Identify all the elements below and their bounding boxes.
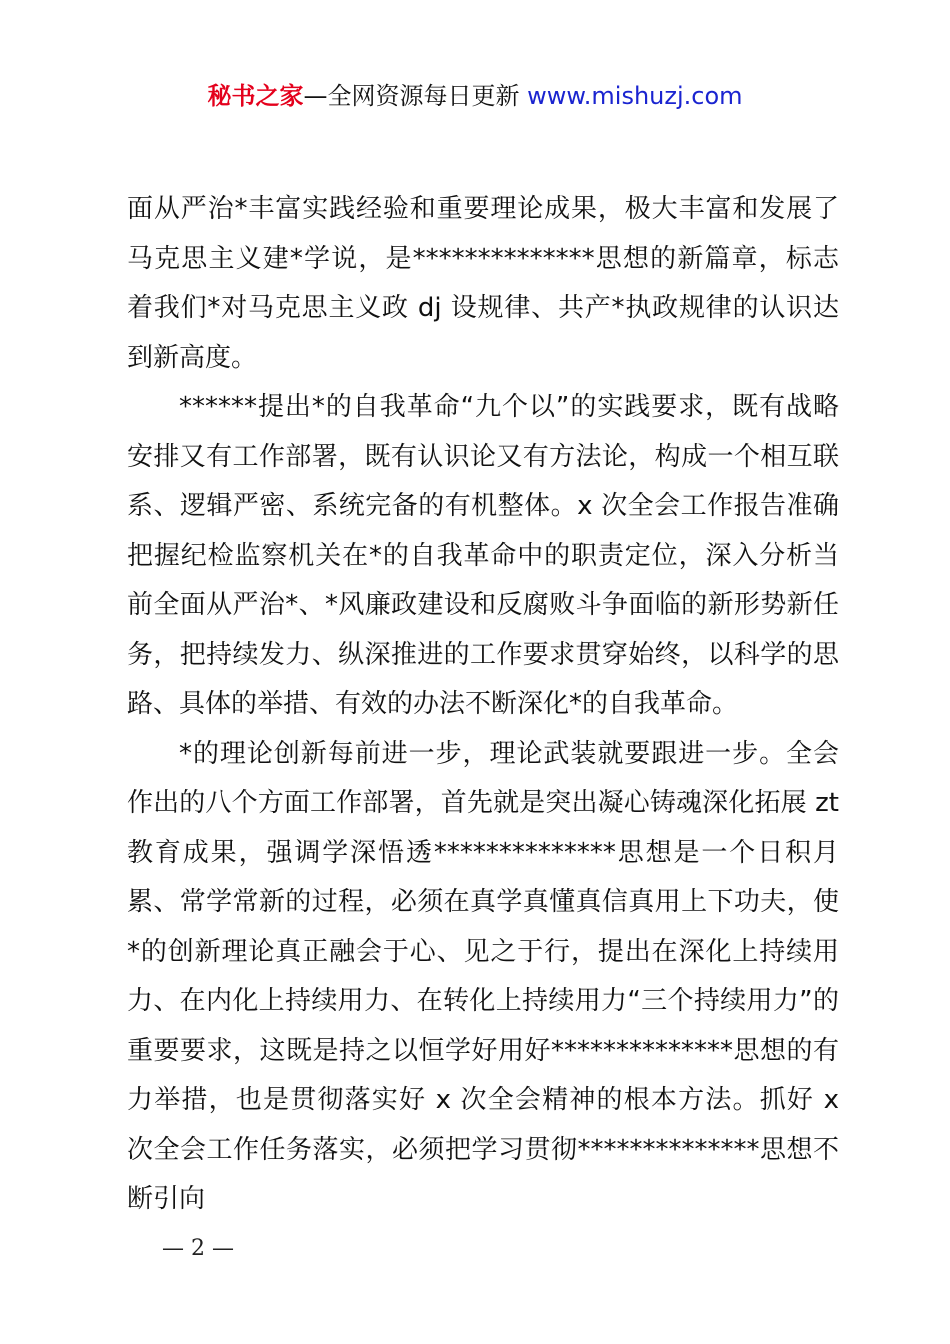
paragraph-continued: 面从严治*丰富实践经验和重要理论成果，极大丰富和发展了马克思主义建*学说，是**************思想的新篇章，标志着我们*对马克思主义政 dj 设规律、共产*执政规律的认识达到新高度。 [127,194,839,373]
paragraph: *的理论创新每前进一步，理论武装就要跟进一步。全会作出的八个方面工作部署，首先就是突出凝心铸魂深化拓展 zt 教育成果，强调学深悟透**************思想是一个日积月累、常学常新的过程，必须在真学真懂真信真用上下功夫，使*的创新理论真正融会于心、见之于行，提出在深化上持续用力、在内化上持续用力、在转化上持续用力“三个持续用力”的重要要求，这既是持之以恒学好用好**************思想的有力举措，也是贯彻落实好 x 次全会精神的根本方法。抓好 x 次全会工作任务落实，必须把学习贯彻**************思想不断引向 [127,738,839,1214]
document-body [127,185,839,1225]
paragraph: ******提出*的自我革命“九个以”的实践要求，既有战略安排又有工作部署，既有认识论又有方法论，构成一个相互联系、逻辑严密、系统完备的有机整体。x 次全会工作报告准确把握纪检监察机关在*的自我革命中的职责定位，深入分析当前全面从严治*、*风廉政建设和反腐败斗争面临的新形势新任务，把持续发力、纵深推进的工作要求贯穿始终，以科学的思路、具体的举措、有效的办法不断深化*的自我革命。 [127,392,839,719]
site-url: www.mishuzj.com [527,82,743,110]
site-brand: 秘书之家 [207,82,304,110]
page-number: — 2 — [162,1236,234,1261]
site-header [0,78,950,114]
site-tagline: —全网资源每日更新 [303,82,528,110]
